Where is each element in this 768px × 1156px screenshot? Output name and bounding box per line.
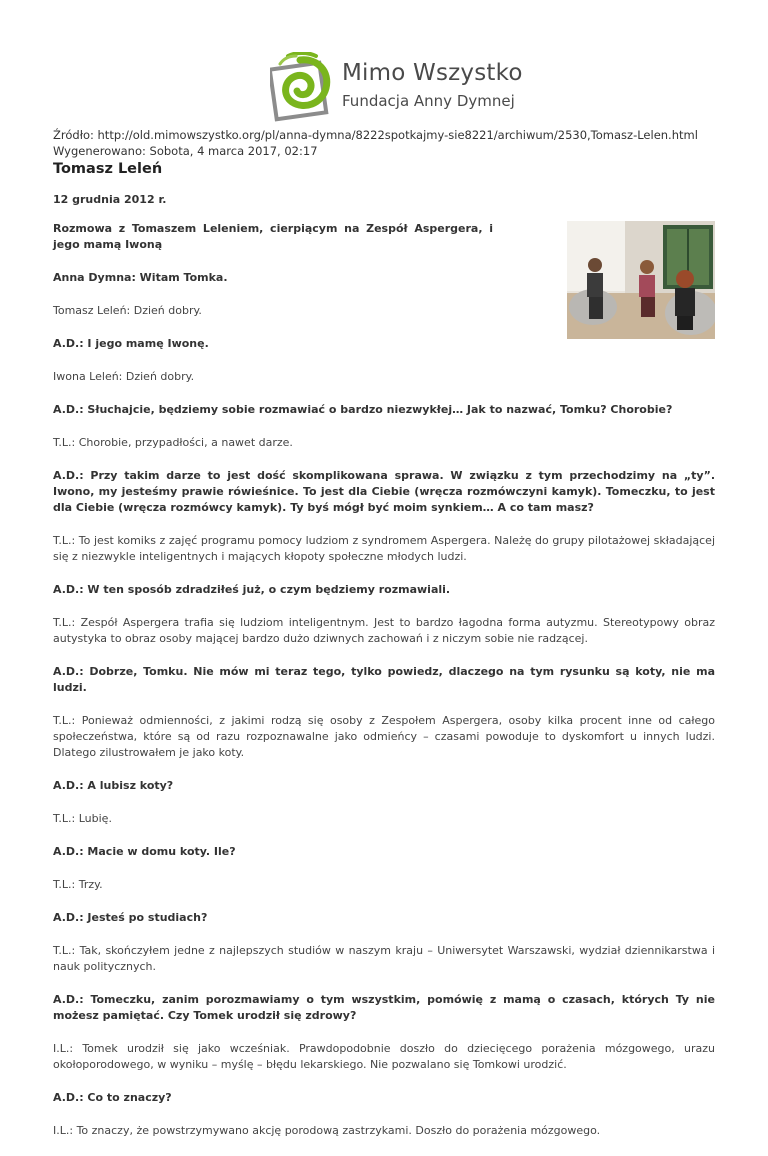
foundation-logo: [270, 52, 530, 130]
dialogue-paragraph: A.D.: Macie w domu koty. Ile?: [53, 845, 236, 858]
dialogue-paragraph: A.D.: Słuchajcie, będziemy sobie rozmawiać o bardzo niezwykłej… Jak to nazwać, Tomku? Chorobie?: [53, 403, 673, 416]
interview-photo: [567, 221, 715, 339]
dialogue-paragraph: A.D.: W ten sposób zdradziłeś już, o czym będziemy rozmawiali.: [53, 583, 451, 596]
dialogue-paragraph: T.L.: Chorobie, przypadłości, a nawet darze.: [53, 436, 293, 449]
dialogue-paragraph: A.D.: Dobrze, Tomku. Nie mów mi teraz tego, tylko powiedz, dlaczego na tym rysunku są koty, nie ma ludzi.: [53, 665, 715, 694]
article-content: [53, 192, 715, 1156]
dialogue-paragraph: A.D.: Co to znaczy?: [53, 1091, 172, 1104]
dialogue-paragraph: I.L.: To znaczy, że powstrzymywano akcję porodową zastrzykami. Doszło do porażenia mózgowego.: [53, 1124, 601, 1137]
dialogue-paragraph: A.D.: I jego mamę Iwonę.: [53, 337, 209, 350]
dialogue-paragraph: A.D.: Przy takim darze to jest dość skomplikowana sprawa. W związku z tym przechodzimy na „ty”. Iwono, my jesteśmy prawie rówieśnice. To jest dla Ciebie (wręcza rozmówczyni kamyk). Tomeczku, to jest dla Ciebie (wręcza rozmówcy kamyk). Ty byś mógł być moim synkiem… A co tam masz?: [53, 469, 715, 514]
photo-image: [567, 221, 715, 339]
dialogue-paragraph: Anna Dymna: Witam Tomka.: [53, 271, 228, 284]
dialogue-paragraph: A.D.: Jesteś po studiach?: [53, 911, 208, 924]
spiral-logo-icon: [270, 52, 336, 124]
dialogue-paragraph: T.L.: Trzy.: [53, 878, 103, 891]
logo-subtitle: Fundacja Anny Dymnej: [342, 92, 515, 110]
interview-dialogue: [53, 270, 715, 1139]
dialogue-paragraph: Tomasz Leleń: Dzień dobry.: [53, 304, 202, 317]
dialogue-paragraph: Iwona Leleń: Dzień dobry.: [53, 370, 195, 383]
dialogue-paragraph: A.D.: A lubisz koty?: [53, 779, 174, 792]
article-date: 12 grudnia 2012 r.: [53, 193, 167, 206]
article-intro: Rozmowa z Tomaszem Leleniem, cierpiącym na Zespół Aspergera, i jego mamą Iwoną: [53, 222, 493, 251]
dialogue-paragraph: A.D.: Tomeczku, zanim porozmawiamy o tym wszystkim, pomówię z mamą o czasach, których Ty nie możesz pamiętać. Czy Tomek urodził się zdrowy?: [53, 993, 715, 1022]
dialogue-paragraph: T.L.: Lubię.: [53, 812, 112, 825]
document-meta: [53, 127, 698, 159]
page-title: Tomasz Leleń: [53, 161, 163, 177]
dialogue-paragraph: I.L.: Tomek urodził się jako wcześniak. Prawdopodobnie doszło do dziecięcego porażenia mózgowego, urazu okołoporodowego, w wyniku – myślę – błędu lekarskiego. Nie pozwalano się Tomkowi urodzić.: [53, 1042, 715, 1071]
generated-date: Wygenerowano: Sobota, 4 marca 2017, 02:17: [53, 144, 318, 158]
logo-title: Mimo Wszystko: [342, 60, 523, 86]
dialogue-paragraph: T.L.: Zespół Aspergera trafia się ludziom inteligentnym. Jest to bardzo łagodna forma autyzmu. Stereotypowy obraz autystyka to obraz osoby mającej bardzo dużo dziwnych zachowań i z niczym sobie nie radzącej.: [53, 616, 715, 645]
source-url: Źródło: http://old.mimowszystko.org/pl/anna-dymna/8222spotkajmy-sie8221/archiwum/2530,Tomasz-Lelen.html: [53, 128, 698, 142]
dialogue-paragraph: T.L.: To jest komiks z zajęć programu pomocy ludziom z syndromem Aspergera. Należę do grupy pilotażowej składającej się z niezwykle inteligentnych i mających kłopoty społeczne młodych ludzi.: [53, 534, 715, 563]
dialogue-paragraph: T.L.: Tak, skończyłem jedne z najlepszych studiów w naszym kraju – Uniwersytet Warszawski, wydział dziennikarstwa i nauk politycznych.: [53, 944, 715, 973]
dialogue-paragraph: T.L.: Ponieważ odmienności, z jakimi rodzą się osoby z Zespołem Aspergera, osoby kilka procent inne od całego społeczeństwa, które są od razu rozpoznawalne jako odmieńcy – czasami powoduje to dyskomfort u innych ludzi. Dlatego zilustrowałem je jako koty.: [53, 714, 715, 759]
